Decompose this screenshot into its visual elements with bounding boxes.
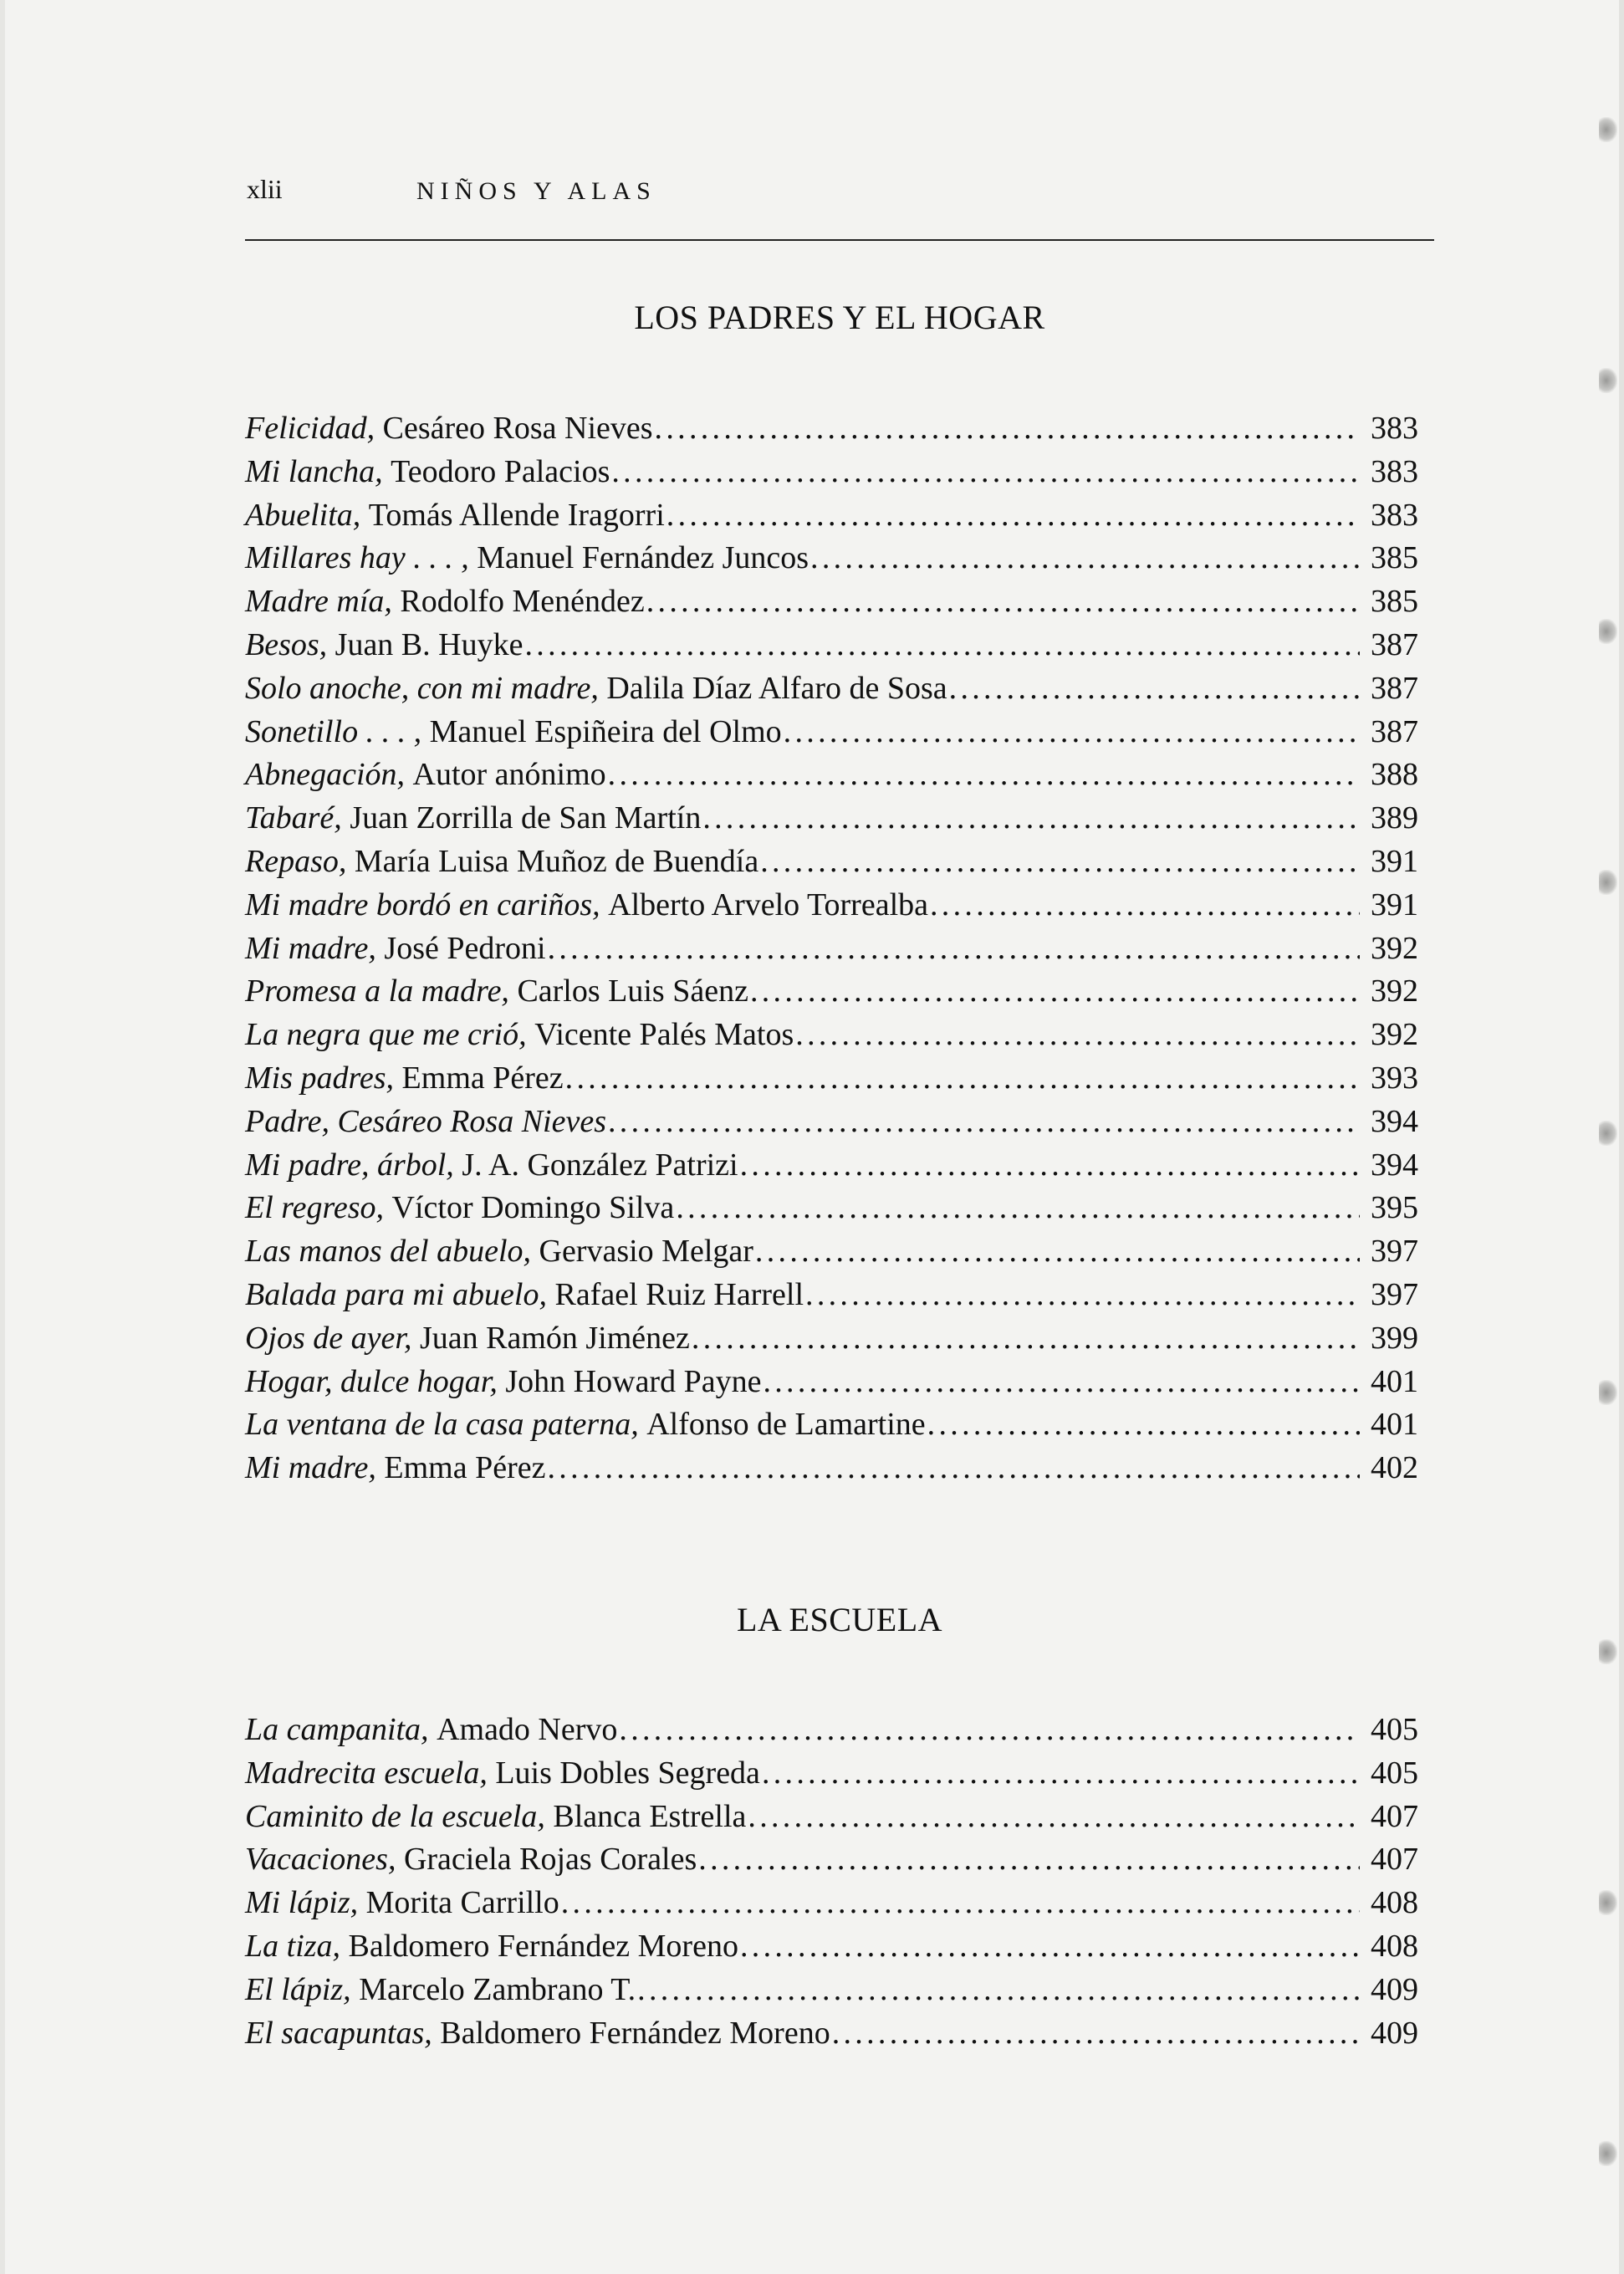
entry-title: Caminito de la escuela, [245,1798,545,1834]
entry-title: Mi madre, [245,1450,376,1486]
entry-author: Cesáreo Rosa Nieves [382,411,653,446]
toc-entry [245,973,1418,1016]
entry-author: Carlos Luis Sáenz [517,973,748,1009]
toc-entry [245,1060,1418,1103]
toc-entry [245,1711,1418,1755]
entry-page-number: 409 [1371,2015,1418,2051]
entry-page-number: 392 [1371,930,1418,966]
entry-title: Padre, Cesáreo Rosa Nieves [245,1103,606,1139]
entry-page-number: 399 [1371,1320,1418,1356]
dot-leader [561,1884,1360,1921]
binding-hole-mark [1599,1890,1617,1915]
entry-page-number: 402 [1371,1450,1418,1486]
entry-title: Mi lancha, [245,453,383,489]
entry-page-number: 383 [1371,453,1418,489]
dot-leader [548,930,1360,967]
entry-author: Baldomero Fernández Moreno [440,2015,830,2051]
dot-leader [762,1755,1360,1791]
entry-title: La campanita, [245,1712,429,1747]
binding-hole-mark [1599,1380,1617,1405]
entry-page-number: 409 [1371,1971,1418,2007]
toc-entry [245,843,1418,887]
entry-title: Repaso, [245,843,347,879]
entry-page-number: 401 [1371,1363,1418,1399]
dot-leader [784,713,1360,750]
entry-page-number: 394 [1371,1147,1418,1183]
binding-hole-mark [1599,117,1617,142]
running-head [247,174,1434,216]
entry-title: La negra que me crió, [245,1017,527,1053]
dot-leader [750,973,1360,1009]
entry-page-number: 387 [1371,626,1418,662]
entry-page-number: 401 [1371,1407,1418,1443]
dot-leader [810,539,1360,576]
entry-author: Juan Ramón Jiménez [419,1320,690,1356]
entry-page-number: 383 [1371,411,1418,446]
dot-leader [655,410,1360,447]
entry-title: Ojos de ayer, [245,1320,412,1356]
entry-page-number: 383 [1371,497,1418,533]
entry-page-number: 385 [1371,540,1418,576]
entry-author: José Pedroni [384,930,546,966]
toc-entry [245,1971,1418,2015]
dot-leader [755,1233,1360,1270]
entry-page-number: 397 [1371,1234,1418,1270]
toc-entry [245,1755,1418,1798]
toc-entry [245,1884,1418,1928]
entry-author: María Luisa Muñoz de Buendía [354,843,759,879]
entry-title: Mi madre bordó en cariños, [245,887,600,922]
entry-page-number: 407 [1371,1798,1418,1834]
entry-page-number: 387 [1371,670,1418,706]
toc-list-escuela [245,1711,1418,2057]
entry-author: Graciela Rojas Corales [403,1842,697,1878]
entry-title: La ventana de la casa paterna, [245,1407,639,1443]
entry-title: Madre mía, [245,584,392,620]
entry-page-number: 405 [1371,1755,1418,1791]
entry-title: Madrecita escuela, [245,1755,488,1791]
entry-author: Blanca Estrella [553,1798,747,1834]
section-heading-escuela: LA ESCUELA [736,1601,943,1638]
entry-author: Morita Carrillo [365,1885,559,1921]
toc-entry [245,626,1418,670]
entry-author: Alfonso de Lamartine [646,1407,926,1443]
entry-author: Teodoro Palacios [391,453,610,489]
toc-entry [245,1016,1418,1060]
entry-author: Manuel Espiñeira del Olmo [429,713,782,749]
entry-page-number: 408 [1371,1928,1418,1964]
entry-title: Balada para mi abuelo, [245,1276,547,1312]
entry-page-number: 392 [1371,1017,1418,1053]
toc-entry [245,1147,1418,1190]
dot-leader [949,670,1360,707]
entry-title: Promesa a la madre, [245,973,509,1009]
entry-author: Juan Zorrilla de San Martín [350,800,702,836]
page-edge-left [0,0,5,2274]
dot-leader [805,1276,1360,1313]
entry-title: Mis padres, [245,1060,395,1096]
entry-title: El sacapuntas, [245,2015,432,2051]
entry-author: John Howard Payne [505,1363,762,1399]
binding-hole-mark [1599,870,1617,895]
binding-hole-mark [1599,368,1617,393]
entry-page-number: 395 [1371,1190,1418,1226]
entry-title: Sonetillo . . . , [245,713,422,749]
dot-leader [646,583,1360,620]
dot-leader [763,1363,1360,1400]
dot-leader [930,887,1360,923]
entry-title: Vacaciones, [245,1842,396,1878]
binding-hole-mark [1599,1121,1617,1146]
header-rule [245,239,1434,241]
entry-author: Marcelo Zambrano T. [359,1971,636,2007]
toc-entry [245,756,1418,800]
entry-title: Abuelita, [245,497,361,533]
toc-entry [245,497,1418,540]
entry-author: Vicente Palés Matos [534,1017,794,1053]
entry-author: Gervasio Melgar [539,1234,753,1270]
page-folio: xlii [247,174,283,204]
toc-entry [245,930,1418,973]
entry-title: Felicidad, [245,411,375,446]
dot-leader [760,843,1360,880]
toc-entry [245,713,1418,757]
entry-page-number: 393 [1371,1060,1418,1096]
entry-page-number: 397 [1371,1276,1418,1312]
toc-entry [245,1189,1418,1233]
toc-list-padres-hogar [245,410,1418,1493]
dot-leader [698,1841,1360,1878]
entry-author: Emma Pérez [401,1060,564,1096]
dot-leader [832,2015,1360,2052]
dot-leader [927,1406,1360,1443]
entry-page-number: 407 [1371,1842,1418,1878]
toc-entry [245,1320,1418,1363]
dot-leader [565,1060,1360,1096]
dot-leader [748,1798,1360,1835]
entry-page-number: 385 [1371,584,1418,620]
entry-author: Emma Pérez [384,1450,546,1486]
dot-leader [548,1449,1361,1486]
entry-page-number: 391 [1371,887,1418,922]
dot-leader [740,1928,1360,1965]
toc-entry [245,1233,1418,1276]
toc-entry [245,1841,1418,1884]
section-heading-padres-hogar: LOS PADRES Y EL HOGAR [634,299,1045,336]
toc-entry [245,410,1418,453]
entry-title: Besos, [245,626,328,662]
entry-author: Dalila Díaz Alfaro de Sosa [606,670,947,706]
dot-leader [795,1016,1360,1053]
book-title: NIÑOS Y ALAS [416,177,656,205]
entry-page-number: 408 [1371,1885,1418,1921]
toc-entry [245,887,1418,930]
dot-leader [524,626,1360,663]
entry-title: El regreso, [245,1190,385,1226]
entry-page-number: 392 [1371,973,1418,1009]
dot-leader [608,756,1360,793]
entry-title: La tiza, [245,1928,341,1964]
dot-leader [637,1971,1360,2008]
entry-title: Mi madre, [245,930,376,966]
toc-entry [245,1449,1418,1493]
entry-page-number: 394 [1371,1103,1418,1139]
toc-entry [245,1928,1418,1971]
entry-author: Rodolfo Menéndez [400,584,645,620]
toc-entry [245,1103,1418,1147]
toc-entry [245,1363,1418,1407]
entry-author: Tomás Allende Iragorri [368,497,665,533]
dot-leader [692,1320,1360,1357]
entry-author: Manuel Fernández Juncos [477,540,809,576]
dot-leader [608,1103,1360,1140]
toc-entry [245,453,1418,497]
toc-entry [245,2015,1418,2058]
toc-entry [245,583,1418,626]
entry-author: Víctor Domingo Silva [391,1190,675,1226]
entry-page-number: 391 [1371,843,1418,879]
toc-entry [245,539,1418,583]
entry-author: Amado Nervo [437,1712,618,1747]
entry-title: Hogar, dulce hogar, [245,1363,498,1399]
page-edge-right [1619,0,1624,2274]
entry-author: Rafael Ruiz Harrell [554,1276,804,1312]
entry-title: Millares hay . . . , [245,540,469,576]
dot-leader [702,800,1360,836]
toc-entry [245,1276,1418,1320]
binding-hole-mark [1599,1639,1617,1664]
entry-author: Alberto Arvelo Torrealba [608,887,928,922]
entry-title: Abnegación, [245,757,406,793]
dot-leader [611,453,1360,490]
toc-entry [245,1798,1418,1842]
entry-title: El lápiz, [245,1971,351,2007]
entry-page-number: 389 [1371,800,1418,836]
entry-page-number: 405 [1371,1712,1418,1747]
entry-author: Autor anónimo [412,757,606,793]
entry-author: Baldomero Fernández Moreno [348,1928,738,1964]
binding-hole-mark [1599,619,1617,644]
entry-title: Mi padre, árbol, [245,1147,454,1183]
dot-leader [740,1147,1360,1183]
entry-title: Solo anoche, con mi madre, [245,670,599,706]
entry-page-number: 387 [1371,713,1418,749]
entry-author: J. A. González Patrizi [462,1147,738,1183]
toc-entry [245,1406,1418,1449]
entry-page-number: 388 [1371,757,1418,793]
binding-hole-mark [1599,2141,1617,2166]
entry-author: Luis Dobles Segreda [495,1755,760,1791]
entry-title: Tabaré, [245,800,342,836]
toc-entry [245,670,1418,713]
dot-leader [619,1711,1360,1748]
dot-leader [676,1189,1360,1226]
entry-author: Juan B. Huyke [335,626,523,662]
entry-title: Las manos del abuelo, [245,1234,531,1270]
entry-title: Mi lápiz, [245,1885,359,1921]
toc-entry [245,800,1418,843]
dot-leader [666,497,1360,534]
